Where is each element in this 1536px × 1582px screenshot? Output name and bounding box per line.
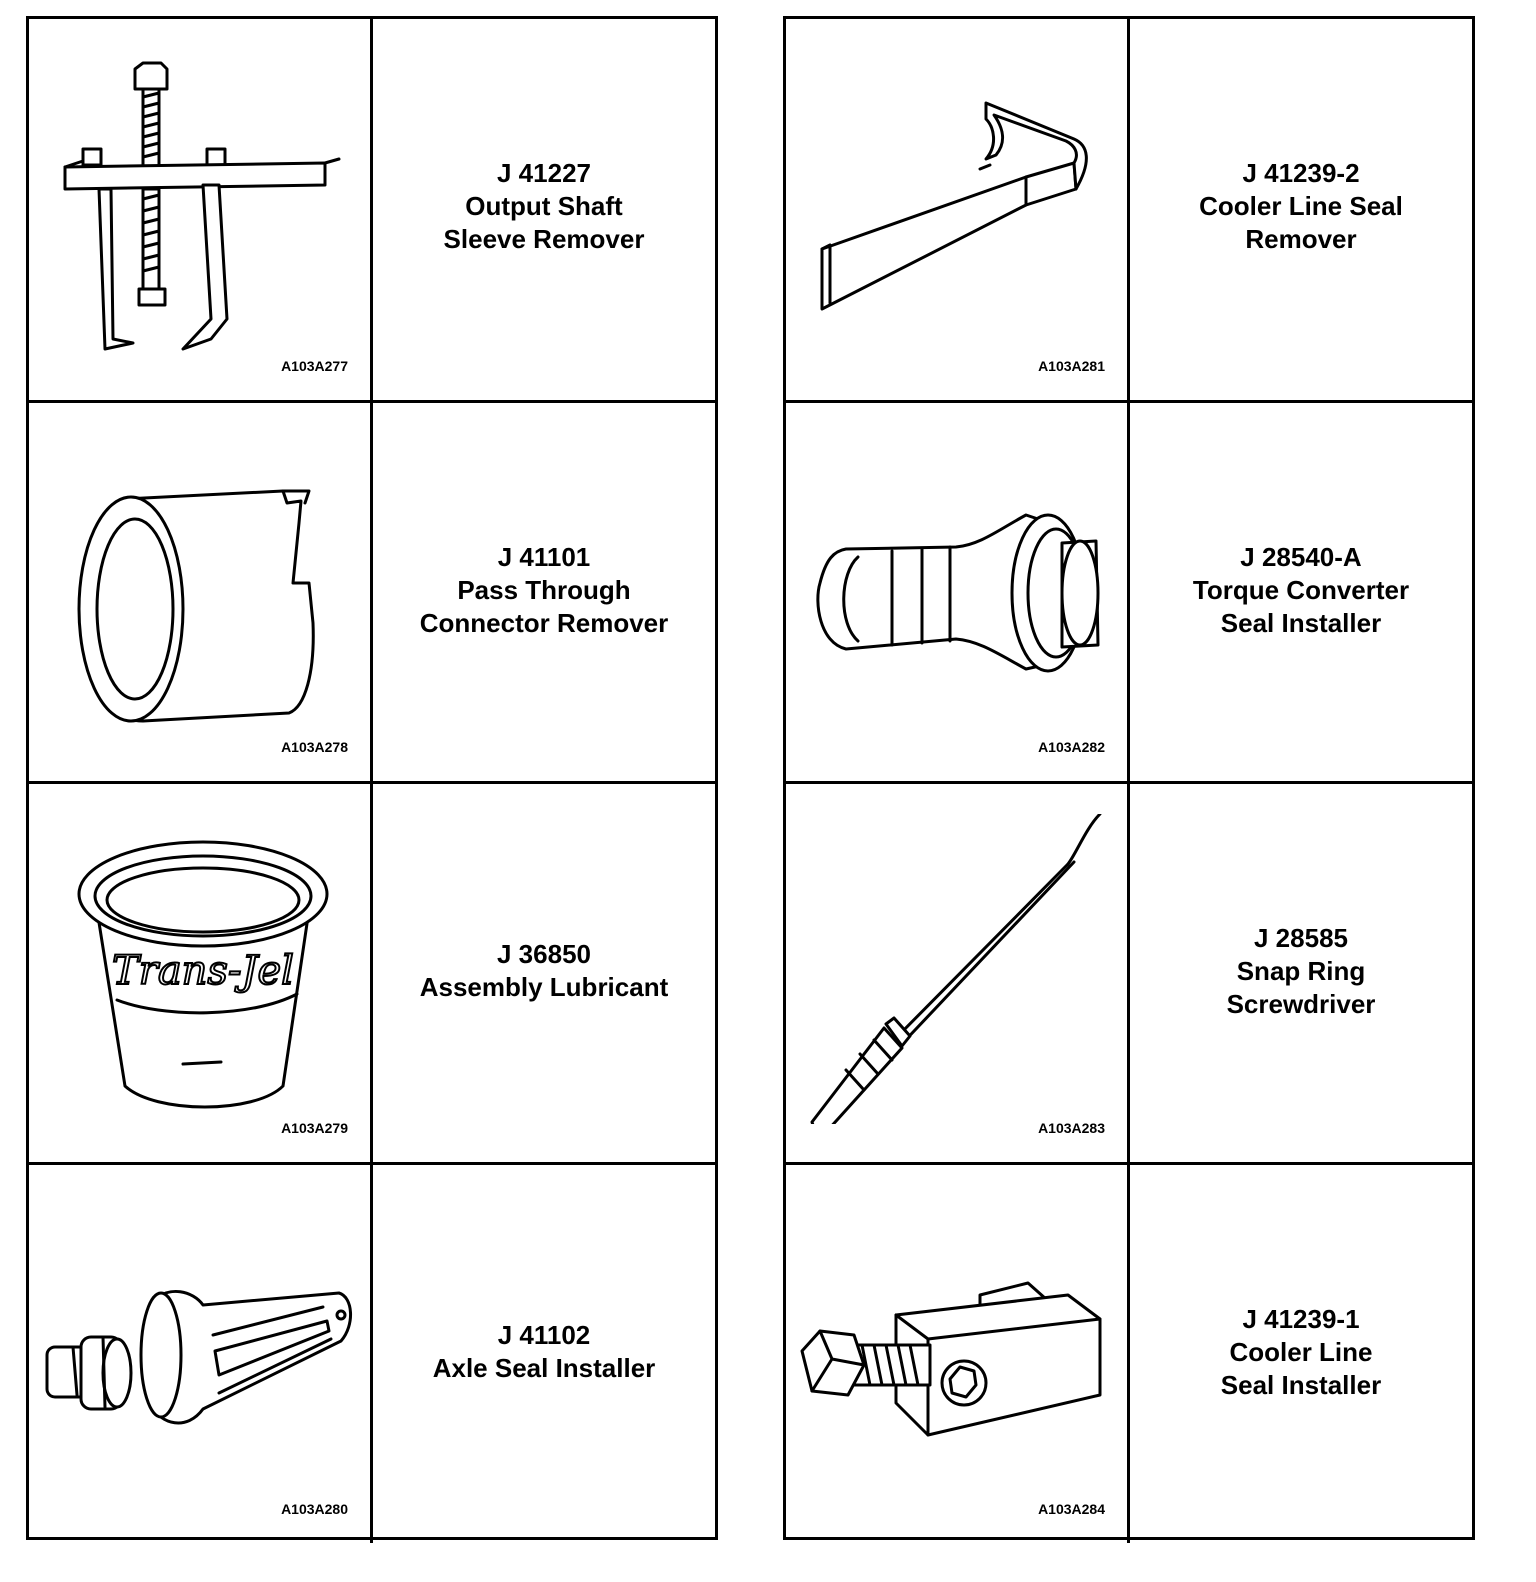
tool-image-cell <box>786 1165 1130 1543</box>
tool-label-cell <box>1130 1165 1472 1543</box>
tool-label <box>1130 922 1472 1021</box>
tool-label <box>373 938 715 1004</box>
tool-label-cell <box>373 784 715 1162</box>
tool-image-cell <box>29 784 373 1162</box>
lubricant-tub-icon <box>43 814 359 1124</box>
figure-code: A103A280 <box>281 1501 348 1517</box>
tool-image-cell <box>29 19 373 400</box>
tub-label: Trans-Jel <box>112 948 294 994</box>
axle-seal-installer-icon <box>43 1195 359 1505</box>
tool-name-line: Sleeve Remover <box>443 224 645 254</box>
tool-label <box>1130 157 1472 256</box>
tool-label-cell <box>373 403 715 781</box>
tool-row <box>29 19 715 400</box>
tool-label-cell <box>1130 19 1472 400</box>
tool-row <box>786 400 1472 781</box>
tool-name-line: Connector Remover <box>419 608 669 638</box>
sleeve-remover-icon <box>43 433 359 743</box>
tool-row <box>786 781 1472 1162</box>
tool-row <box>786 1162 1472 1543</box>
tool-part-number: J 36850 <box>497 939 591 969</box>
bracket-tool-icon <box>800 49 1116 359</box>
figure-code: A103A283 <box>1038 1120 1105 1136</box>
tool-row <box>29 781 715 1162</box>
tool-name-line: Remover <box>1245 224 1357 254</box>
tool-name-line: Assembly Lubricant <box>419 972 669 1002</box>
screwdriver-icon <box>800 814 1116 1124</box>
tool-part-number: J 28585 <box>1254 923 1348 953</box>
tool-name-line: Cooler Line Seal <box>1199 191 1403 221</box>
tool-part-number: J 28540-A <box>1240 542 1362 572</box>
figure-code: A103A284 <box>1038 1501 1105 1517</box>
figure-code: A103A282 <box>1038 739 1105 755</box>
tool-label <box>1130 541 1472 640</box>
tool-image-cell <box>786 784 1130 1162</box>
tool-name-line: Output Shaft <box>465 191 623 221</box>
tool-label <box>373 541 715 640</box>
tool-label-cell <box>373 19 715 400</box>
tool-table-left <box>26 16 718 1540</box>
tool-part-number: J 41227 <box>497 158 591 188</box>
tool-row <box>29 400 715 781</box>
tool-label <box>1130 1303 1472 1402</box>
figure-code: A103A279 <box>281 1120 348 1136</box>
tool-label-cell <box>373 1165 715 1543</box>
tool-name-line: Cooler Line <box>1229 1337 1373 1367</box>
tool-part-number: J 41239-1 <box>1242 1304 1360 1334</box>
tool-image-cell <box>29 1165 373 1543</box>
tool-image-cell <box>786 403 1130 781</box>
tool-name-line: Screwdriver <box>1226 989 1376 1019</box>
tool-image-cell <box>29 403 373 781</box>
tool-name-line: Seal Installer <box>1220 1370 1382 1400</box>
tool-table-right <box>783 16 1475 1540</box>
puller-icon <box>43 49 359 359</box>
tool-image-cell <box>786 19 1130 400</box>
tool-label <box>373 1319 715 1385</box>
bolt-block-icon <box>800 1195 1116 1505</box>
seal-installer-icon <box>800 433 1116 743</box>
tool-label <box>373 157 715 256</box>
tool-part-number: J 41239-2 <box>1242 158 1360 188</box>
figure-code: A103A281 <box>1038 358 1105 374</box>
tool-part-number: J 41102 <box>497 1320 591 1350</box>
tool-label-cell <box>1130 784 1472 1162</box>
tool-name-line: Snap Ring <box>1236 956 1366 986</box>
tool-name-line: Axle Seal Installer <box>432 1353 656 1383</box>
tool-row <box>29 1162 715 1543</box>
tool-label-cell <box>1130 403 1472 781</box>
tool-name-line: Torque Converter <box>1192 575 1410 605</box>
tool-part-number: J 41101 <box>497 542 591 572</box>
figure-code: A103A278 <box>281 739 348 755</box>
tool-name-line: Seal Installer <box>1220 608 1382 638</box>
tool-row <box>786 19 1472 400</box>
tool-name-line: Pass Through <box>457 575 631 605</box>
figure-code: A103A277 <box>281 358 348 374</box>
